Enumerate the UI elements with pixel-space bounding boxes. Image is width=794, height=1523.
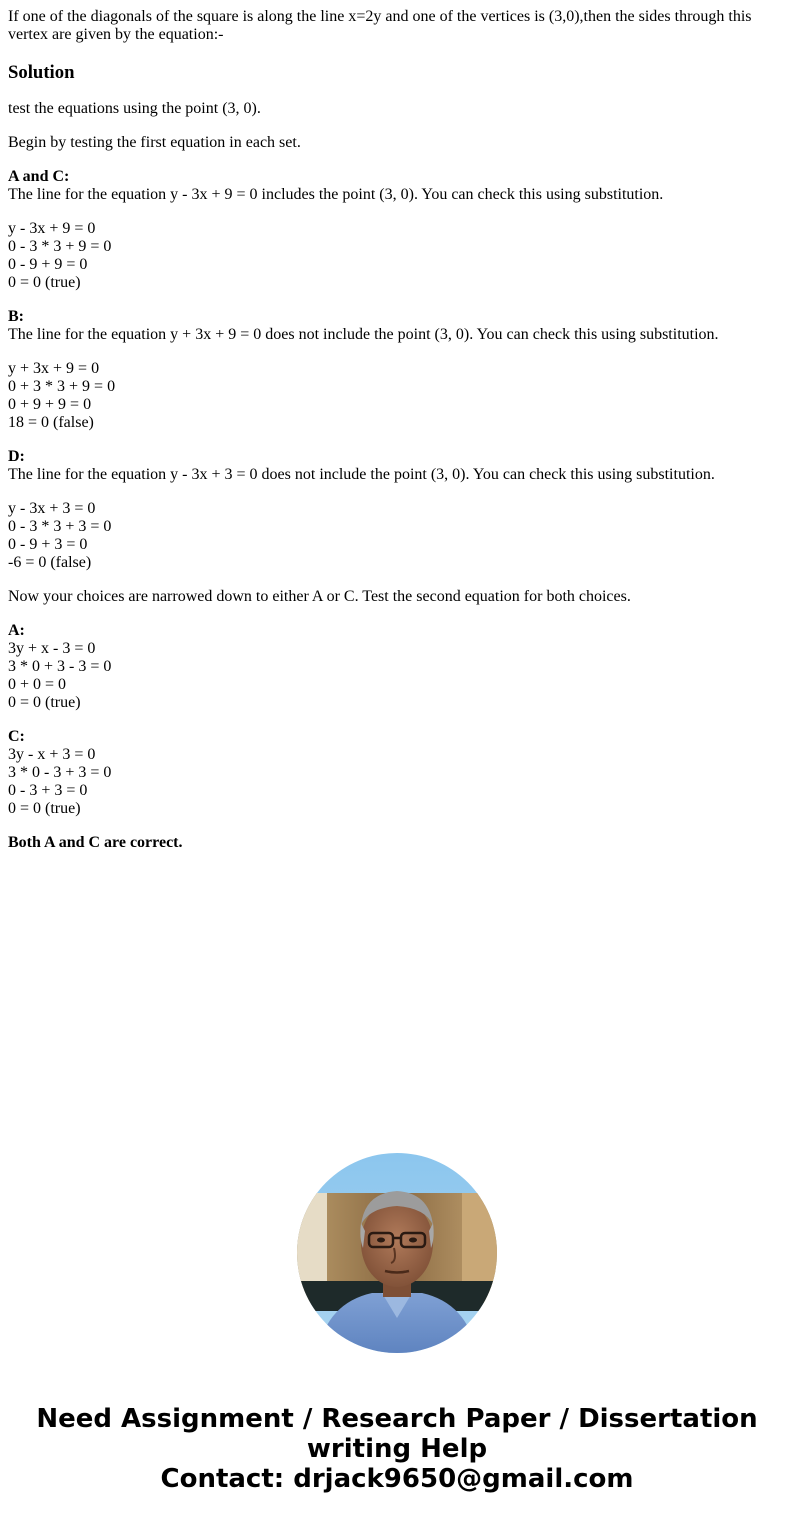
step-line: -6 = 0 (false) <box>8 554 92 571</box>
second-test-a <box>8 622 786 712</box>
question-text: If one of the diagonals of the square is along the line x=2y and one of the vertices is (3,0),then the sides through this vertex are given by the equation:- <box>8 8 752 43</box>
document-content <box>8 8 786 852</box>
section-text: The line for the equation y + 3x + 9 = 0 does not include the point (3, 0). You can check this using substitution. <box>8 326 719 343</box>
section-label: A: <box>8 622 25 639</box>
step-line: y + 3x + 9 = 0 <box>8 360 100 377</box>
step-line: 0 - 3 * 3 + 9 = 0 <box>8 238 112 255</box>
promo-line-1: Need Assignment / Research Paper / Dissertation <box>36 1404 758 1434</box>
section-text: The line for the equation y - 3x + 9 = 0 includes the point (3, 0). You can check this using substitution. <box>8 186 664 203</box>
intro-paragraph-1: test the equations using the point (3, 0). <box>8 100 261 117</box>
step-line: 0 - 3 * 3 + 3 = 0 <box>8 518 112 535</box>
section-d <box>8 448 786 484</box>
author-photo <box>297 1153 497 1353</box>
substitution-steps <box>8 360 786 432</box>
step-line: 0 - 9 + 3 = 0 <box>8 536 88 553</box>
step-line: 0 + 0 = 0 <box>8 676 67 693</box>
step-line: 0 = 0 (true) <box>8 694 81 711</box>
step-line: 18 = 0 (false) <box>8 414 94 431</box>
step-line: 0 = 0 (true) <box>8 800 81 817</box>
conclusion <box>8 834 786 852</box>
step-line: 0 - 9 + 9 = 0 <box>8 256 88 273</box>
step-line: 3y + x - 3 = 0 <box>8 640 96 657</box>
intro-paragraph-2: Begin by testing the first equation in each set. <box>8 134 301 151</box>
section-label: A and C: <box>8 168 70 185</box>
section-label: C: <box>8 728 25 745</box>
substitution-steps <box>8 220 786 292</box>
section-text: The line for the equation y - 3x + 3 = 0 does not include the point (3, 0). You can check this using substitution. <box>8 466 715 483</box>
person-photo-icon <box>297 1153 497 1353</box>
second-test-c <box>8 728 786 818</box>
section-label: B: <box>8 308 24 325</box>
substitution-steps <box>8 500 786 572</box>
step-line: 0 + 9 + 9 = 0 <box>8 396 92 413</box>
promo-contact: Contact: drjack9650@gmail.com <box>160 1464 634 1494</box>
step-line: 0 + 3 * 3 + 9 = 0 <box>8 378 116 395</box>
section-label: D: <box>8 448 25 465</box>
section-b <box>8 308 786 344</box>
step-line: 0 - 3 + 3 = 0 <box>8 782 88 799</box>
step-line: 3 * 0 + 3 - 3 = 0 <box>8 658 112 675</box>
step-line: 3 * 0 - 3 + 3 = 0 <box>8 764 112 781</box>
promo-banner <box>0 1404 794 1494</box>
promo-line-2: writing Help <box>306 1434 488 1464</box>
conclusion-text: Both A and C are correct. <box>8 834 183 851</box>
section-a-and-c <box>8 168 786 204</box>
step-line: y - 3x + 3 = 0 <box>8 500 96 517</box>
step-line: 3y - x + 3 = 0 <box>8 746 96 763</box>
solution-heading: Solution <box>8 62 75 83</box>
narrow-down-text: Now your choices are narrowed down to either A or C. Test the second equation for both choices. <box>8 588 631 605</box>
step-line: y - 3x + 9 = 0 <box>8 220 96 237</box>
step-line: 0 = 0 (true) <box>8 274 81 291</box>
